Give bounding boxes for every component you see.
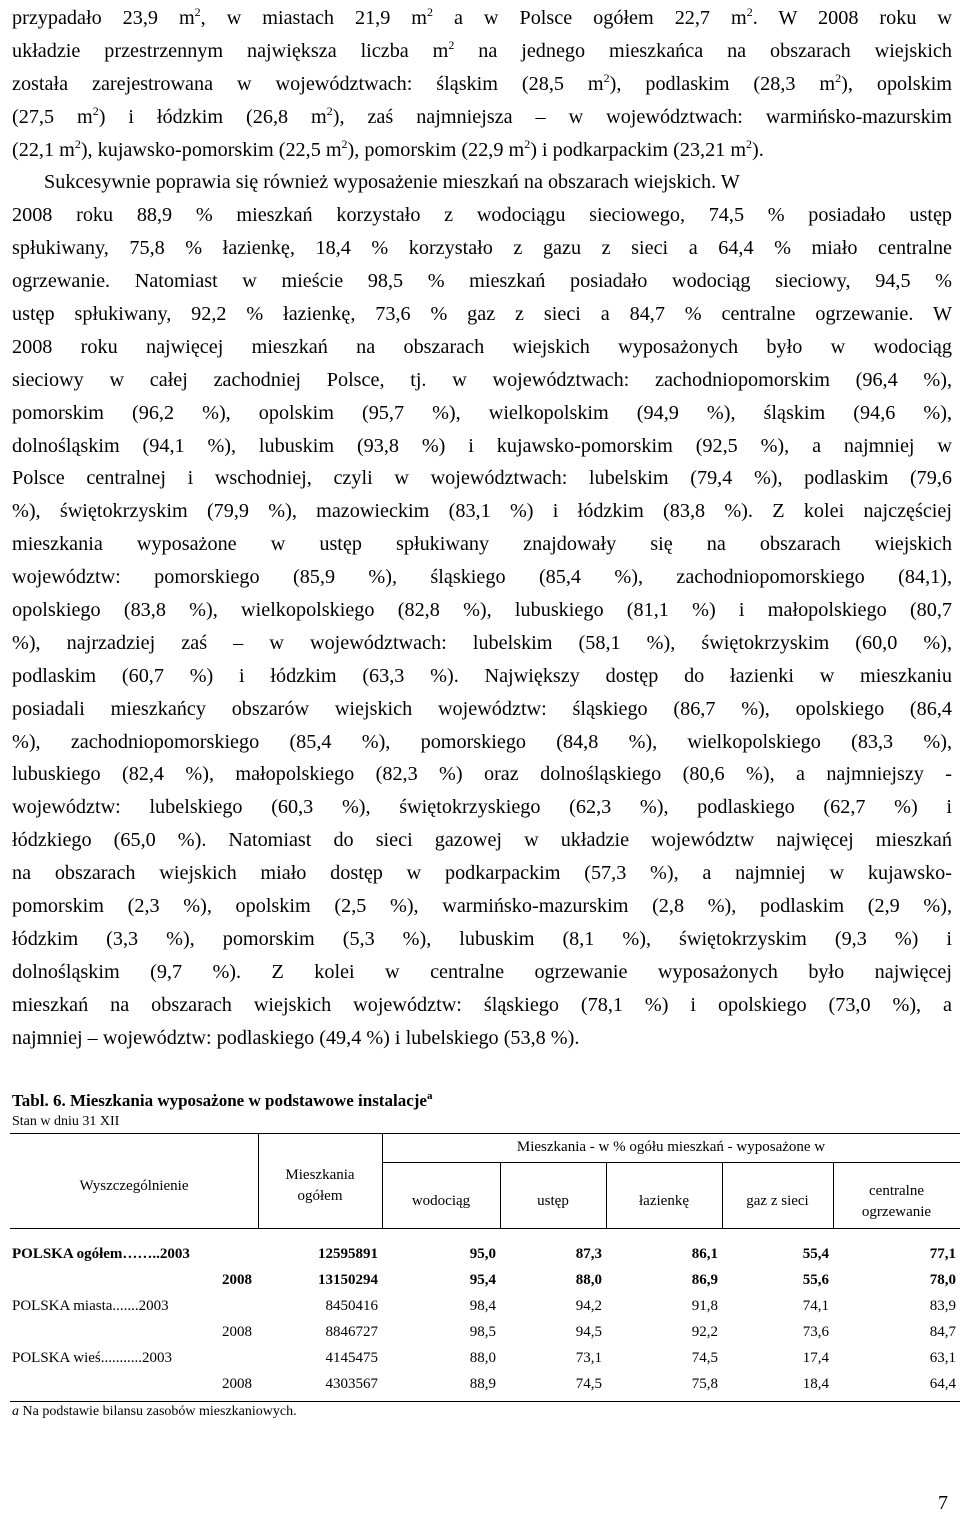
- line-text: łódzkim (3,3 %), pomorskim (5,3 %), lubuskim (8,1 %), świętokrzyskim (9,3 %) i: [12, 927, 952, 950]
- superscript: 2: [74, 136, 81, 151]
- row-label: 2008: [222, 1324, 252, 1340]
- row-cell: 4303567: [325, 1376, 378, 1392]
- row-cell: 12595891: [318, 1246, 378, 1262]
- row-cell: 75,8: [691, 1376, 718, 1392]
- paragraph-line: [12, 989, 952, 1022]
- header-water: wodociąg: [411, 1193, 471, 1209]
- paragraph-line: [12, 1022, 952, 1055]
- paragraph-line: [12, 660, 952, 693]
- table-subtitle: Stan w dniu 31 XII: [12, 1114, 120, 1129]
- table-row: [10, 1293, 960, 1319]
- header-heating-line-2: ogrzewanie: [861, 1204, 932, 1220]
- row-cell: 4145475: [325, 1350, 378, 1366]
- paragraph-line: [12, 199, 952, 232]
- footnote-text: Na podstawie bilansu zasobów mieszkaniowych.: [19, 1404, 297, 1419]
- row-cell: 88,0: [469, 1350, 496, 1366]
- row-cell: 55,6: [802, 1272, 829, 1288]
- row-cell: 64,4: [929, 1376, 956, 1392]
- line-text: na jednego mieszkańca na obszarach wiejskich: [454, 39, 952, 62]
- paragraph-line: [12, 35, 952, 68]
- line-text: województw: lubelskiego (60,3 %), świętokrzyskiego (62,3 %), podlaskiego (62,7 %) i: [12, 796, 952, 819]
- paragraph-line: [12, 594, 952, 627]
- line-text: %), najrzadziej zaś – w województwach: lubelskim (58,1 %), świętokrzyskim (60,0 %),: [12, 631, 952, 654]
- superscript: 2: [603, 70, 610, 85]
- row-label: POLSKA miasta.......2003: [12, 1298, 169, 1314]
- row-label: POLSKA ogółem……..2003: [12, 1246, 190, 1262]
- superscript: 2: [835, 70, 842, 85]
- paragraph-line: [12, 693, 952, 726]
- line-text: opolskiego (83,8 %), wielkopolskiego (82,8 %), lubuskiego (81,1 %) i małopolskiego (80,7: [12, 599, 952, 622]
- row-cell: 88,9: [469, 1376, 496, 1392]
- line-text: została zarejestrowana w województwach: śląskim (28,5 m: [12, 72, 604, 95]
- line-text: ), pomorskim (22,9 m: [347, 138, 525, 161]
- line-text: a w Polsce ogółem 22,7 m: [433, 7, 747, 29]
- header-total-line-2: ogółem: [297, 1188, 343, 1204]
- paragraph-line: [12, 561, 952, 594]
- header-heating: [833, 1181, 960, 1223]
- row-cell: 78,0: [929, 1272, 956, 1288]
- line-text: pomorskim (96,2 %), opolskim (95,7 %), wielkopolskim (94,9 %), śląskim (94,6 %),: [12, 401, 952, 424]
- row-cell: 63,1: [929, 1350, 956, 1366]
- row-cell: 94,2: [575, 1298, 602, 1314]
- header-heating-line-1: centralne: [869, 1183, 924, 1199]
- paragraph-line: [12, 956, 952, 989]
- paragraph-line: [12, 824, 952, 857]
- row-cell: 73,1: [575, 1350, 602, 1366]
- line-text: łódzkiego (65,0 %). Natomiast do sieci gazowej w układzie województw najwięcej mieszkań: [12, 829, 952, 852]
- row-cell: 87,3: [575, 1246, 602, 1262]
- footnote-mark: a: [12, 1404, 19, 1419]
- table-bottom-rule: [10, 1401, 960, 1402]
- line-text: na obszarach wiejskich miało dostęp w podkarpackim (57,3 %), a najmniej w kujawsko-: [12, 862, 952, 885]
- superscript: 2: [326, 103, 333, 118]
- row-cell: 84,7: [929, 1324, 956, 1340]
- superscript: 2: [746, 5, 753, 19]
- line-text: podlaskim (60,7 %) i łódzkim (63,3 %). Największy dostęp do łazienki w mieszkaniu: [12, 664, 952, 687]
- line-text: pomorskim (2,3 %), opolskim (2,5 %), warmińsko-mazurskim (2,8 %), podlaskim (2,9 %),: [12, 895, 952, 918]
- line-text: województw: pomorskiego (85,9 %), śląskiego (85,4 %), zachodniopomorskiego (84,1),: [12, 566, 952, 589]
- line-text: dolnośląskim (94,1 %), lubuskim (93,8 %) i kujawsko-pomorskim (92,5 %), a najmniej w: [12, 434, 952, 457]
- row-cell: 55,4: [802, 1246, 829, 1262]
- line-text: układzie przestrzennym największa liczba m: [12, 39, 449, 62]
- paragraph-line: [12, 265, 952, 298]
- row-cell: 77,1: [929, 1246, 956, 1262]
- header-spec: Wyszczególnienie: [79, 1178, 189, 1194]
- header-bathroom: łazienkę: [639, 1193, 689, 1209]
- line-text: ), zaś najmniejsza – w województwach: warmińsko-mazurskim: [332, 105, 952, 128]
- line-text: ), kujawsko-pomorskim (22,5 m: [80, 138, 342, 161]
- paragraph-line: [12, 462, 952, 495]
- row-cell: 13150294: [318, 1272, 378, 1288]
- row-label: 2008: [222, 1376, 252, 1392]
- line-text: ).: [752, 138, 764, 161]
- line-text: spłukiwany, 75,8 % łazienkę, 18,4 % korzystało z gazu z sieci a 64,4 % miało centralne: [12, 237, 952, 260]
- paragraph-line: [12, 364, 952, 397]
- row-cell: 74,1: [802, 1298, 829, 1314]
- line-text: najmniej – województw: podlaskiego (49,4 %) i lubelskiego (53,8 %).: [12, 1026, 580, 1049]
- paragraph-line: [12, 627, 952, 660]
- paragraph-line: [12, 298, 952, 331]
- row-cell: 86,9: [691, 1272, 718, 1288]
- line-text: ogrzewanie. Natomiast w mieście 98,5 % mieszkań posiadało wodociąg sieciowy, 94,5 %: [12, 270, 952, 293]
- table-footnote: [12, 1404, 297, 1420]
- header-toilet: ustęp: [537, 1193, 569, 1209]
- table-row: [10, 1267, 960, 1293]
- table-title-text: Tabl. 6. Mieszkania wyposażone w podstawowe instalacje: [12, 1091, 427, 1110]
- line-text: Sukcesywnie poprawia się również wyposażenie mieszkań na obszarach wiejskich. W: [44, 171, 740, 194]
- paragraph-line: [12, 166, 952, 199]
- row-cell: 94,5: [575, 1324, 602, 1340]
- paragraph-line: [12, 726, 952, 759]
- table-title: [12, 1091, 432, 1111]
- row-cell: 83,9: [929, 1298, 956, 1314]
- row-cell: 95,4: [469, 1272, 496, 1288]
- row-cell: 98,4: [469, 1298, 496, 1314]
- row-cell: 98,5: [469, 1324, 496, 1340]
- line-text: mieszkań na obszarach wiejskich województw: śląskiego (78,1 %) i opolskiego (73,0 %), a: [12, 993, 952, 1016]
- paragraph-line: [12, 2, 952, 35]
- row-cell: 74,5: [575, 1376, 602, 1392]
- line-text: ustęp spłukiwany, 92,2 % łazienkę, 73,6 % gaz z sieci a 84,7 % centralne ogrzewanie. W: [12, 303, 952, 326]
- paragraph-line: [12, 923, 952, 956]
- row-cell: 73,6: [802, 1324, 829, 1340]
- row-cell: 8846727: [325, 1324, 378, 1340]
- line-text: ), podlaskim (28,3 m: [609, 72, 836, 95]
- line-text: posiadali mieszkańcy obszarów wiejskich województw: śląskiego (86,7 %), opolskiego (86,4: [12, 697, 952, 720]
- table-row: [10, 1371, 960, 1397]
- paragraph-line: [12, 791, 952, 824]
- paragraph-line: [12, 68, 952, 101]
- line-text: (27,5 m: [12, 105, 93, 128]
- table-row: [10, 1241, 960, 1267]
- line-text: 2008 roku 88,9 % mieszkań korzystało z wodociągu sieciowego, 74,5 % posiadało ustęp: [12, 204, 952, 227]
- line-text: , w miastach 21,9 m: [200, 7, 427, 29]
- line-text: ) i podkarpackim (23,21 m: [530, 138, 747, 161]
- row-cell: 17,4: [802, 1350, 829, 1366]
- row-label: 2008: [222, 1272, 252, 1288]
- paragraph-line: [12, 430, 952, 463]
- header-group: Mieszkania - w % ogółu mieszkań - wyposażone w: [516, 1139, 826, 1155]
- line-text: dolnośląskim (9,7 %). Z kolei w centralne ogrzewanie wyposażonych było najwięcej: [12, 960, 952, 983]
- row-cell: 92,2: [691, 1324, 718, 1340]
- paragraph-line: [12, 331, 952, 364]
- superscript: 2: [524, 136, 531, 151]
- header-gas: gaz z sieci: [746, 1193, 809, 1209]
- superscript: 2: [746, 136, 753, 151]
- line-text: 2008 roku najwięcej mieszkań na obszarach wiejskich wyposażonych było w wodociąg: [12, 335, 952, 358]
- paragraph-line: [12, 134, 952, 167]
- line-text: (22,1 m: [12, 138, 75, 161]
- table-top-rule: [10, 1133, 960, 1134]
- paragraph-line: [12, 397, 952, 430]
- line-text: %), zachodniopomorskiego (85,4 %), pomorskiego (84,8 %), wielkopolskiego (83,3 %),: [12, 730, 952, 753]
- line-text: lubuskiego (82,4 %), małopolskiego (82,3 %) oraz dolnośląskiego (80,6 %), a najmniejszy -: [12, 763, 952, 786]
- paragraph-line: [12, 758, 952, 791]
- row-cell: 91,8: [691, 1298, 718, 1314]
- line-text: ), opolskim: [841, 72, 952, 95]
- row-cell: 86,1: [691, 1246, 718, 1262]
- body-paragraph: [12, 2, 952, 1055]
- line-text: ) i łódzkim (26,8 m: [98, 105, 327, 128]
- header-total: [258, 1165, 382, 1207]
- paragraph-line: [12, 890, 952, 923]
- row-cell: 8450416: [325, 1298, 378, 1314]
- line-text: Polsce centralnej i wschodniej, czyli w województwach: lubelskim (79,4 %), podlaskim (79,6: [12, 467, 952, 490]
- paragraph-line: [12, 232, 952, 265]
- table-row: [10, 1345, 960, 1371]
- superscript: 2: [448, 37, 455, 52]
- row-cell: 18,4: [802, 1376, 829, 1392]
- row-cell: 74,5: [691, 1350, 718, 1366]
- superscript: 2: [92, 103, 99, 118]
- paragraph-line: [12, 528, 952, 561]
- superscript: 2: [341, 136, 348, 151]
- line-text: . W 2008 roku w: [752, 7, 952, 29]
- table-row: [10, 1319, 960, 1345]
- line-text: %), świętokrzyskim (79,9 %), mazowieckim (83,1 %) i łódzkim (83,8 %). Z kolei najczęściej: [12, 500, 952, 523]
- paragraph-line: [12, 857, 952, 890]
- row-cell: 95,0: [469, 1246, 496, 1262]
- line-text: mieszkania wyposażone w ustęp spłukiwany znajdowały się na obszarach wiejskich: [12, 533, 952, 556]
- paragraph-line: [12, 495, 952, 528]
- superscript: 2: [427, 5, 433, 19]
- table-header-rule: [10, 1228, 960, 1229]
- table-title-footnote-mark: a: [426, 1090, 433, 1102]
- page-number: 7: [938, 1492, 948, 1514]
- row-label: POLSKA wieś...........2003: [12, 1350, 173, 1366]
- header-total-line-1: Mieszkania: [285, 1167, 355, 1183]
- row-cell: 88,0: [575, 1272, 602, 1288]
- superscript: 2: [194, 5, 201, 19]
- paragraph-line: [12, 101, 952, 134]
- line-text: sieciowy w całej zachodniej Polsce, tj. w województwach: zachodniopomorskim (96,4 %),: [12, 368, 952, 391]
- table-group-rule: [382, 1162, 960, 1163]
- line-text: przypadało 23,9 m: [12, 7, 195, 29]
